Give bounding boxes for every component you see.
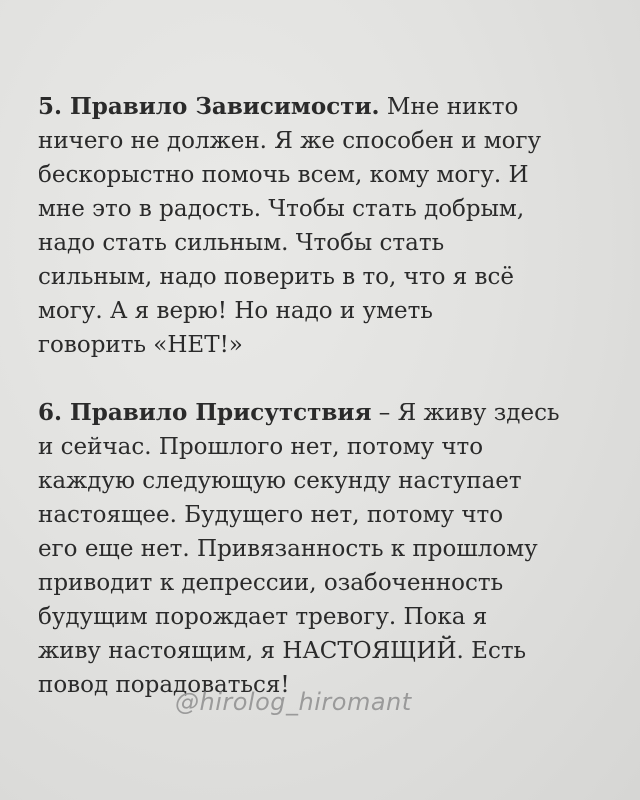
rule-6-line-4: настоящее. Будущего нет, потому что xyxy=(38,502,504,528)
rule-6-line-1 xyxy=(38,396,618,430)
rule-6-line-9: повод порадоваться! xyxy=(38,672,290,698)
rule-5-line-8: говорить «НЕТ!» xyxy=(38,332,243,358)
rule-6-text: – Я живу здесь xyxy=(371,400,560,426)
rule-6-line-3: каждую следующую секунду наступает xyxy=(38,468,522,494)
rule-5-line-6: сильным, надо поверить в то, что я всё xyxy=(38,264,515,290)
watermark-handle: @hirolog_hiromant xyxy=(175,688,412,716)
rule-5-heading: 5. Правило Зависимости. xyxy=(38,93,380,120)
rule-6-heading: 6. Правило Присутствия xyxy=(38,399,372,426)
rule-6-line-5: его еще нет. Привязанность к прошлому xyxy=(38,536,538,562)
rule-5-line-2: ничего не должен. Я же способен и могу xyxy=(38,128,542,154)
rule-6-line-6: приводит к депрессии, озабоченность xyxy=(38,570,504,596)
rule-6-paragraph xyxy=(38,396,618,702)
rule-5-text: Мне никто xyxy=(379,94,519,120)
rule-5-line-4: мне это в радость. Чтобы стать добрым, xyxy=(38,196,525,222)
rule-6-line-2: и сейчас. Прошлого нет, потому что xyxy=(38,434,484,460)
rule-5-line-5: надо стать сильным. Чтобы стать xyxy=(38,230,445,256)
rule-5-line-3: бескорыстно помочь всем, кому могу. И xyxy=(38,162,529,188)
text-card xyxy=(38,90,618,702)
rule-5-line-7: могу. А я верю! Но надо и уметь xyxy=(38,298,433,324)
rule-6-line-7: будущим порождает тревогу. Пока я xyxy=(38,604,488,630)
rule-5-paragraph xyxy=(38,90,618,362)
rule-5-line-1 xyxy=(38,90,618,124)
rule-6-line-8: живу настоящим, я НАСТОЯЩИЙ. Есть xyxy=(38,638,527,664)
